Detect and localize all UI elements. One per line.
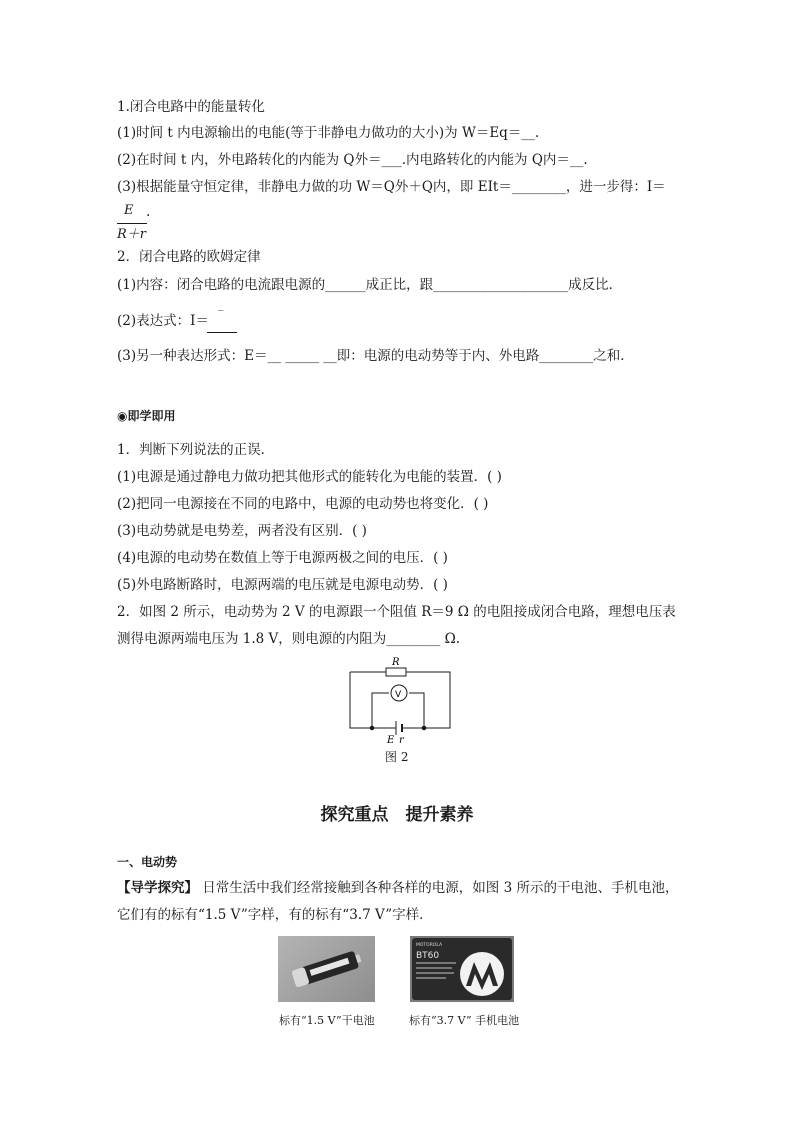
practice-q1: 1．判断下列说法的正误．	[117, 442, 275, 458]
circuit-diagram	[340, 655, 460, 745]
dry-battery-icon	[278, 936, 375, 1002]
label-R: R	[392, 657, 400, 668]
label-V: V	[395, 690, 402, 700]
practice-q2-line-1: 2．如图 2 所示，电动势为 2 V 的电源跟一个阻值 R＝9 Ω 的电阻接成闭合电路，理想电压表	[117, 604, 676, 620]
figure3-caption-1: 标有“1.5 V”干电池	[279, 1014, 375, 1027]
practice-item-3: (3)电动势就是电势差，两者没有区别．( )	[117, 523, 367, 539]
s2-title: 2．闭合电路的欧姆定律	[117, 249, 261, 265]
s1-line-2: (2)在时间 t 内，外电路转化的内能为 Q外＝___.内电路转化的内能为 Q内＝__.	[117, 152, 588, 168]
phone-battery-photo	[410, 936, 514, 1002]
s1-fraction	[117, 203, 157, 243]
part1-heading: 一、电动势	[117, 855, 178, 869]
section-heading: 探究重点 提升素养	[320, 805, 474, 825]
practice-title: ◉即学即用	[117, 409, 176, 423]
practice-q2-line-2: 测得电源两端电压为 1.8 V，则电源的内阻为________ Ω.	[117, 631, 461, 647]
part1-line-1-text: 日常生活中我们经常接触到各种各样的电源，如图 3 所示的干电池、手机电池，	[198, 880, 679, 896]
s2-empty-fraction: ‾	[218, 309, 224, 322]
battery-model: BT60	[416, 951, 440, 961]
label-r: r	[399, 735, 404, 745]
practice-item-1: (1)电源是通过静电力做功把其他形式的能转化为电能的装置．( )	[117, 469, 502, 485]
label-E: E	[387, 735, 395, 745]
s1-line-1: (1)时间 t 内电源输出的电能(等于非静电力做功的大小)为 W＝Eq＝__.	[117, 125, 540, 141]
part1-line-1	[117, 879, 678, 897]
practice-item-5: (5)外电路断路时，电源两端的电压就是电源电动势．( )	[117, 577, 448, 593]
phone-battery-icon	[410, 936, 514, 1002]
fraction-numerator: E	[124, 203, 134, 218]
fraction-denominator: R＋r	[117, 227, 147, 242]
part1-line-2: 它们有的标有“1.5 V”字样，有的标有“3.7 V”字样．	[117, 907, 433, 923]
s2-line-2: (2)表达式：I＝	[117, 313, 209, 329]
figure3-caption-2: 标有“3.7 V” 手机电池	[409, 1014, 520, 1027]
s2-line-1: (1)内容：闭合电路的电流跟电源的______成正比，跟____________________成反比．	[117, 277, 623, 293]
guided-inquiry-tag: 【导学探究】	[117, 880, 198, 896]
s1-fraction-end: .	[146, 204, 151, 220]
dry-battery-photo	[278, 936, 375, 1002]
figure2-caption: 图 2	[385, 750, 409, 764]
s2-line-3: (3)另一种表达形式：E＝__ _____ __即：电源的电动势等于内、外电路________之和．	[117, 348, 634, 364]
s1-line-3: (3)根据能量守恒定律，非静电力做的功 W＝Q外＋Q内，即 EIt＝________，进一步得：I＝	[117, 179, 666, 195]
practice-item-4: (4)电源的电动势在数值上等于电源两极之间的电压．( )	[117, 550, 448, 566]
s1-title: 1.闭合电路中的能量转化	[117, 99, 265, 115]
practice-item-2: (2)把同一电源接在不同的电路中，电源的电动势也将变化．( )	[117, 496, 489, 512]
s2-fraction-bar	[207, 332, 237, 333]
brand-text: MOTOROLA	[416, 943, 443, 948]
resistor-symbol	[386, 668, 406, 676]
